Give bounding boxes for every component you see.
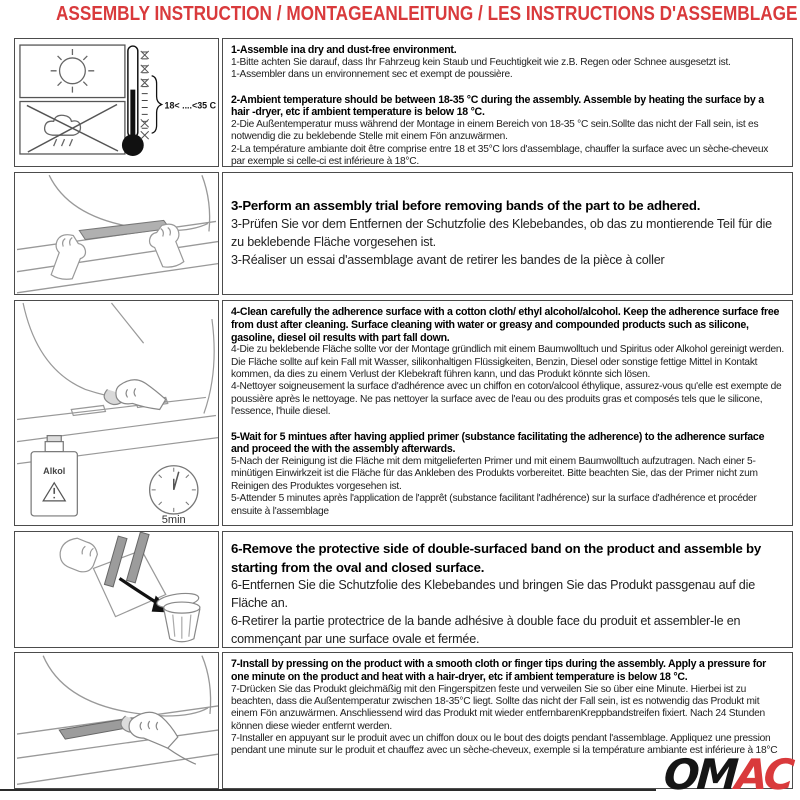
step-4-fr: 4-Nettoyer soigneusement la surface d'adhérence avec un chiffon en coton/alcool éthylique, assurez-vous qu'elle est exempte de poussière après le nettoyage. Ne pas nettoyer la surface avec de l'eau ou des produits gras et composés tels que le silicone, l'essence, l'huile diesel. [231, 381, 782, 418]
wiping-hand-icon [104, 380, 166, 410]
text-remove-band [222, 531, 793, 648]
step-4 [231, 306, 784, 419]
step-5-de: 5-Nach der Reinigung ist die Fläche mit dem mitgelieferten Primer und mit einem Baumwolltuch aufzutragen. Nach einer 5-minütigen Einwirkzeit ist die Fläche für das Ankleben des Produkts vorbereitet. Bitte beachten Sie, das der Primer nicht zum Reinigen des Produktes vorgesehen ist. [231, 456, 758, 492]
step-7 [231, 658, 784, 758]
illustration-install [14, 652, 219, 789]
step-3-de: 3-Prüfen Sie vor dem Entfernen der Schutzfolie des Klebebandes, ob das zu montierende Teil für die zu beklebende Fläche vorgesehen ist. [231, 217, 772, 249]
omac-logo-black: OM [662, 750, 738, 799]
step-1 [231, 44, 784, 82]
step-6 [231, 540, 784, 648]
press-install-illustration [15, 653, 218, 788]
step-2-de: 2-Die Außentemperatur muss während der Montage in einem Bereich von 18-35 °C sein.Sollte das nicht der Fall sein, ist es notwendig die zu beklebende Stelle mit einem Fön anzuwärmen. [231, 119, 759, 143]
page-title: ASSEMBLY INSTRUCTION / MONTAGEANLEITUNG / LES INSTRUCTIONS D'ASSEMBLAGE [56, 3, 798, 25]
sun-icon [20, 45, 125, 97]
illustration-remove-band [14, 531, 219, 648]
step-2-fr: 2-La température ambiante doit être comprise entre 18 et 35°C lors d'assemblage, chauffer la surface avec un sèche-cheveux par exemple si celle-ci est inférieure à 18°C. [231, 143, 769, 167]
step-7-en: 7-Install by pressing on the product with a smooth cloth or finger tips during the assembly. Apply a pressure for one minute on the product and heat with a hair-dryer, etc if ambient temperature is below 18 °C. [231, 658, 767, 683]
omac-logo [663, 752, 794, 798]
step-3-en: 3-Perform an assembly trial before removing bands of the part to be adhered. [231, 198, 701, 214]
peel-trash-illustration [15, 532, 218, 647]
text-cleaning [222, 300, 793, 526]
cleaning-illustration [15, 301, 218, 525]
pressing-hand-icon [121, 712, 196, 764]
trash-can-icon [156, 591, 200, 642]
bottle-label: Alkol [43, 465, 66, 476]
left-hand-icon [51, 235, 85, 280]
illustration-assembly-trial [14, 172, 219, 295]
step-6-de: 6-Entfernen Sie die Schutzfolie des Klebebandes und bringen Sie das Produkt passgenau auf die Fläche an. [231, 578, 756, 611]
step-6-en: 6-Remove the protective side of double-surfaced band on the product and assemble by starting from the oval and closed surface. [231, 541, 762, 575]
step-3 [231, 197, 784, 269]
text-environment [222, 38, 793, 167]
temp-range-label: 18< ....<35 C [164, 100, 217, 111]
step-1-en: 1-Assemble ina dry and dust-free environment. [231, 44, 457, 56]
step-5-en: 5-Wait for 5 mintues after having applied primer (substance facilitating the adherence) to the adherence surface and proceed the with the assembly afterwards. [231, 430, 765, 456]
step-6-fr: 6-Retirer la partie protectrice de la bande adhésive à double face du produit et assembler-le en commençant par une surface ovale et fermée. [231, 614, 741, 647]
step-4-de: 4-Die zu beklebende Fläche sollte vor der Montage gründlich mit einem Baumwolltuch und Spiritus oder Alkohol gereinigt werden. Die Fläche sollte auf kein Fall mit Wasser, silikonhaltigen Flüssigkeiten, Benzin, Diesel oder sonstige fettige Mittel in Kontakt kommen, da dies zu einem Verlust der Klebekraft führen kann, und das Produkt könnte sich lösen. [231, 344, 784, 381]
alcohol-bottle-icon [31, 436, 77, 516]
step-3-fr: 3-Réaliser un essai d'assemblage avant de retirer les bandes de la pièce à coller [231, 252, 665, 267]
sill-apply-illustration [15, 173, 218, 294]
omac-logo-red: AC [734, 750, 794, 799]
step-5-fr: 5-Attender 5 minutes après l'application de l'apprêt (substance facilitant l'adhérence) sur la surface d'adhérence et procéder ensuite à l'assemblage [231, 493, 757, 517]
step-2 [231, 94, 784, 168]
step-1-fr: 1-Assembler dans un environnement sec et exempt de poussière. [231, 69, 513, 81]
step-2-en: 2-Ambient temperature should be between 18-35 °C during the assembly. Assemble by heating the surface by a hair -dryer, etc if ambient temperature is below 18 °C. [231, 93, 764, 119]
clock-icon [150, 466, 198, 525]
illustration-environment [14, 38, 219, 167]
step-7-de: 7-Drücken Sie das Produkt gleichmäßig mit den Fingerspitzen feste und verweilen Sie so über eine Minute. Hierbei ist zu beachten, dass die Außentemperatur zwischen 18-35°C liegt. Sollte das nicht der Fall sein, ist es notwendig das Produkt mit einem Fön anzuwärmen. Anschliessend wird das Produkt mit wieder entfernbarenKreppbandstreifen fixiert. Nach 24 Stunden können diese wieder entfernt werden. [231, 683, 765, 732]
illustration-cleaning [14, 300, 219, 526]
clock-label: 5min [161, 513, 186, 525]
climate-illustration [15, 39, 218, 166]
text-assembly-trial [222, 172, 793, 295]
peeling-hand-icon [60, 538, 97, 572]
adhesive-strips [104, 532, 149, 587]
no-rain-icon [20, 102, 125, 154]
step-4-en: 4-Clean carefully the adherence surface with a cotton cloth/ ethyl alcohol/alcohol. Keep the adherence surface free from dust after cleaning. Surface cleaning with water or greasy and compounded products such as silicone, gasoline, diesel oil results with part fall down. [231, 306, 780, 344]
step-7-fr: 7-Installer en appuyant sur le produit avec un chiffon doux ou le bout des doigts pendant l'assemblage. Appliquez une pression pendant une minute sur le produit et chauffez avec un sèche-cheveux, exemple si la température ambiante est inférieure à 18°C [231, 733, 778, 757]
footer-divider [0, 789, 656, 791]
thermometer-icon [122, 46, 217, 156]
step-5 [231, 431, 784, 518]
step-1-de: 1-Bitte achten Sie darauf, dass Ihr Fahrzeug kein Staub und Feuchtigkeit wie z.B. Regen oder Schnee ausgesetzt ist. [231, 56, 731, 68]
